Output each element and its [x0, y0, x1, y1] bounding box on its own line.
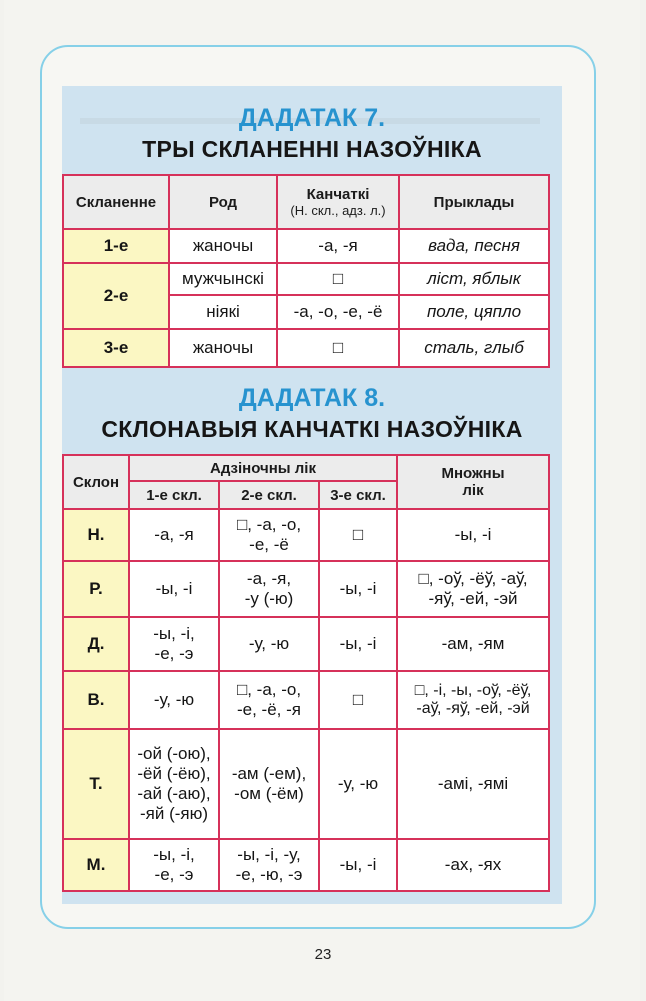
decl3-cell [319, 839, 397, 891]
endings-cell: □ [277, 263, 399, 295]
ending-line: -ом (-ём) [234, 784, 304, 803]
table-row [63, 729, 549, 839]
ending-line: -яў, -ей, -эй [428, 589, 518, 608]
ending-line: □, -а, -о, [236, 515, 302, 534]
table-row [63, 839, 549, 891]
table-row [63, 671, 549, 729]
ending-line: -ы, -і, [153, 624, 195, 643]
ending-line: -е, -э [154, 865, 194, 884]
ending-line: -ой (-ою), [137, 744, 211, 763]
decl3-cell [319, 561, 397, 617]
examples-cell: ліст, яблык [399, 263, 549, 295]
ending-line: -ы, -і [339, 855, 377, 874]
page-number: 23 [314, 946, 332, 963]
ending-line: □ [352, 690, 364, 709]
declension-cell: 1-е [63, 229, 169, 263]
ending-line: -ы, -і [339, 579, 377, 598]
ending-line: -ёй (-ёю), [137, 764, 211, 783]
table-row [63, 561, 549, 617]
ending-line: -ы, -і [339, 634, 377, 653]
table-row [63, 509, 549, 561]
header-declension: Скланенне [63, 175, 169, 229]
decl3-cell [319, 729, 397, 839]
header-singular: Адзіночны лік [129, 455, 397, 481]
endings-cell: □ [277, 329, 399, 367]
decl1-cell [129, 561, 219, 617]
ending-line: □ [352, 525, 364, 544]
decl2-cell [219, 671, 319, 729]
header-decl2: 2-е скл. [219, 481, 319, 509]
header-examples: Прыклады [399, 175, 549, 229]
ending-line: -е, -ё, -я [237, 700, 301, 719]
header-plural [397, 455, 549, 509]
header-endings-label: Канчаткі [306, 186, 370, 203]
ending-line: □, -і, -ы, -оў, -ёў, [414, 682, 532, 699]
ending-line: -е, -ю, -э [235, 865, 303, 884]
declension-cell: 3-е [63, 329, 169, 367]
decl1-cell [129, 509, 219, 561]
section7-subtitle: ТРЫ СКЛАНЕННІ НАЗОЎНІКА [142, 136, 482, 162]
decl1-cell [129, 729, 219, 839]
header-case: Склон [63, 455, 129, 509]
decl1-cell [129, 839, 219, 891]
decl2-cell [219, 561, 319, 617]
plural-cell [397, 509, 549, 561]
ending-line: -яй (-яю) [139, 804, 209, 823]
case-cell: Т. [63, 729, 129, 839]
header-decl1: 1-е скл. [129, 481, 219, 509]
decl2-cell [219, 617, 319, 671]
gender-cell: ніякі [169, 295, 277, 329]
case-cell: Н. [63, 509, 129, 561]
plural-cell [397, 729, 549, 839]
ending-line: -а, -я [154, 525, 194, 544]
ending-line: -ах, -ях [444, 855, 502, 874]
header-plural-line: лік [462, 482, 484, 499]
ending-line: -ам (-ем), [231, 764, 307, 783]
decl1-cell [129, 671, 219, 729]
ending-line: □, -оў, -ёў, -аў, [418, 569, 528, 588]
ending-line: -у, -ю [153, 690, 195, 709]
header-endings [277, 175, 399, 229]
table-header-row [63, 175, 549, 229]
decl3-cell [319, 671, 397, 729]
table-row [63, 229, 549, 263]
ending-line: -у, -ю [248, 634, 290, 653]
decl3-cell [319, 509, 397, 561]
ending-line: -аў, -яў, -ей, -эй [416, 700, 530, 717]
table-header-row [63, 455, 549, 481]
decl2-cell [219, 729, 319, 839]
case-cell: Р. [63, 561, 129, 617]
decl2-cell [219, 509, 319, 561]
declensions-table [62, 174, 550, 368]
gender-cell: жаночы [169, 329, 277, 367]
decl1-cell [129, 617, 219, 671]
ending-line: -ы, -і, [153, 845, 195, 864]
header-decl3: 3-е скл. [319, 481, 397, 509]
endings-cell: -а, -я [277, 229, 399, 263]
plural-cell [397, 839, 549, 891]
ending-line: □, -а, -о, [236, 680, 302, 699]
table-row [63, 617, 549, 671]
case-cell: М. [63, 839, 129, 891]
table-row [63, 329, 549, 367]
examples-cell: сталь, глыб [399, 329, 549, 367]
decl3-cell [319, 617, 397, 671]
gender-cell: жаночы [169, 229, 277, 263]
ending-line: -ай (-аю), [137, 784, 211, 803]
examples-cell: вада, песня [399, 229, 549, 263]
plural-cell [397, 617, 549, 671]
ending-line: -амі, -ямі [437, 774, 509, 793]
case-endings-table [62, 454, 550, 892]
ending-line: -ы, -і, -у, [237, 845, 301, 864]
ending-line: -у, -ю [337, 774, 379, 793]
ending-line: -е, -ё [249, 535, 289, 554]
plural-cell [397, 671, 549, 729]
ending-line: -е, -э [154, 644, 194, 663]
section8-title: ДАДАТАК 8. [238, 384, 386, 412]
endings-cell: -а, -о, -е, -ё [277, 295, 399, 329]
declension-cell: 2-е [63, 263, 169, 329]
section8-subtitle: СКЛОНАВЫЯ КАНЧАТКІ НАЗОЎНІКА [101, 416, 523, 442]
ending-line: -ам, -ям [441, 634, 505, 653]
header-endings-note: (Н. скл., адз. л.) [290, 203, 386, 218]
case-cell: Д. [63, 617, 129, 671]
ending-line: -ы, -і [454, 525, 492, 544]
section7-title: ДАДАТАК 7. [238, 104, 386, 132]
plural-cell [397, 561, 549, 617]
examples-cell: поле, цяпло [399, 295, 549, 329]
header-gender: Род [169, 175, 277, 229]
ending-line: -у (-ю) [244, 589, 294, 608]
ending-line: -а, -я, [246, 569, 292, 588]
case-cell: В. [63, 671, 129, 729]
header-plural-line: Множны [441, 465, 505, 482]
gender-cell: мужчынскі [169, 263, 277, 295]
ending-line: -ы, -і [155, 579, 193, 598]
decl2-cell [219, 839, 319, 891]
table-row [63, 263, 549, 295]
